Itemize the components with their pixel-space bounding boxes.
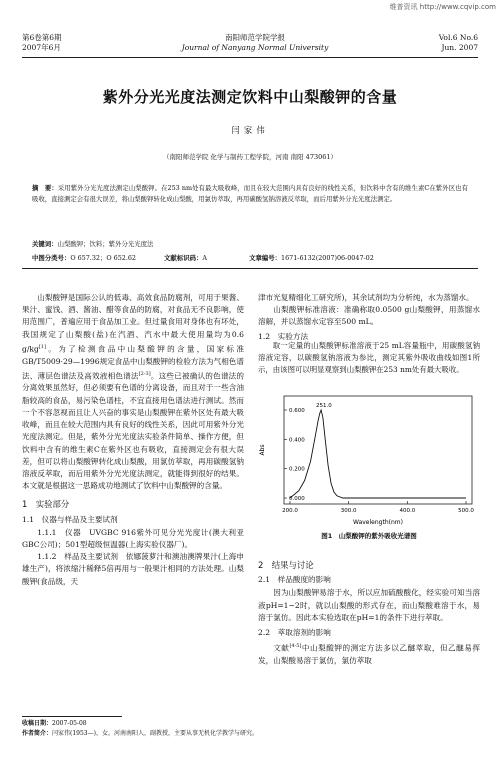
volume-number: Vol.6 No.6	[438, 33, 478, 42]
issue-date: 2007年6月	[22, 43, 61, 52]
keywords-label: 关键词：	[32, 240, 58, 248]
keywords	[32, 239, 153, 248]
figure-caption	[258, 531, 480, 540]
journal-name-cn: 南阳师范学院学报	[225, 33, 285, 42]
paper-title: 紫外分光光度法测定饮料中山梨酸钾的含量	[102, 88, 398, 106]
section-1-2-heading: 1.2 实验方法	[258, 332, 309, 341]
reagent-continued: 津市光复精细化工研究所)，其余试剂均为分析纯，水为蒸馏水。	[258, 293, 474, 302]
section-1-1-1: 1.1.1 仪器 UVGBC 916紫外可见分光光度计(澳大利亚GBC公司)；501型超级恒温器(上海实验仪器厂)。	[22, 527, 244, 549]
keywords-text: 山梨酸钾；饮料；紫外分光光度法	[57, 240, 154, 248]
acidity-paragraph: 因为山梨酸钾易溶于水，所以应加硫酸酸化，经实验可知当溶液pH=1~2时，就以山梨酸的形式存在，而山梨酸难溶于水，易溶于氯仿。因此本实验选取在pH=1的条件下进行萃取。	[258, 588, 480, 622]
figure-caption-text: 图1 山梨酸钾的紫外吸收光谱图	[321, 532, 417, 540]
right-column-top	[258, 292, 480, 329]
plot-frame	[284, 396, 472, 504]
section-1-1-heading: 1.1 仪器与样品及主要试剂	[22, 514, 118, 524]
header-rule	[22, 57, 478, 58]
method-paragraph	[258, 340, 480, 376]
paper-affiliation: （南阳师范学院 化学与制药工程学院，河南 南阳 473061）	[162, 153, 337, 161]
method-text: 取一定量的山梨酸钾标准溶液于25 mL容量瓶中，用碳酸氢钠溶液定容，以碳酸氢钠溶液为参比，测定其紫外吸收曲线如图1所示，由该图可以明显观察到山梨酸钾在253 nm处有最大吸收。	[258, 341, 480, 374]
abstract-label: 摘 要：	[32, 184, 58, 192]
ref-1: [1]	[38, 343, 46, 350]
ref-2-3: [2-3]	[138, 370, 151, 377]
y-tick-label: 0.600	[289, 408, 305, 414]
results-section	[258, 553, 480, 667]
section-1-heading: 1 实验部分	[22, 499, 70, 510]
doc-code-value: A	[202, 254, 208, 262]
author-bio: 闫家伟(1953—)，女，河南南阳人，副教授，主要从事无机化学教学与研究。	[52, 730, 258, 737]
x-tick-label: 200.0	[282, 508, 298, 514]
section-1-1-2: 1.1.2 样品及主要试剂 依娜菠萝汁和澳油澳牌果汁(上海申雄生产)，将浓缩汁稀释5倍再用与一般果汁相同的方法处理。山梨酸钾(食品级，天	[22, 552, 244, 586]
x-tick-label: 500.0	[458, 508, 474, 514]
journal-name	[150, 33, 360, 53]
author-bio-label: 作者简介：	[22, 730, 53, 737]
uv-spectrum-chart	[258, 392, 480, 528]
journal-issue	[22, 33, 62, 53]
peak-annotation: 251.0	[316, 403, 332, 409]
clc-label: 中图分类号：	[32, 254, 71, 262]
left-column	[22, 292, 244, 588]
ref-4-5: [4-5]	[289, 643, 302, 650]
intro-paragraph	[22, 292, 244, 492]
y-axis-label: Abs	[259, 444, 266, 456]
journal-volume	[439, 33, 478, 53]
intro-text-3: 。这些已被确认的色谱法的分离效果虽然好，但必须要有色谱的分离设备，而且对于一些含油脂较高的食品，易污染色谱柱，不宜直接用色谱法进行测试。然而一个不容忽视而且让人兴奋的事实是山梨酸钾在紫外区处有最大吸收峰，而且在较大范围内具有良好的线性关系，因此可用紫外分光光度法测定。但是，紫外分光光度法实验条件简单、操作方便，但饮料中含有的维生素C在紫外区也有吸收，直接测定会有很大误差，但可以将山梨酸钾转化成山梨酸，用氯仿萃取，再用碳酸氢钠溶液反萃取，而后用紫外分光光度法测定，就能得到很好的结果。本文就是根据这一思路成功地测试了饮料中山梨酸钾的含量。	[22, 371, 245, 491]
solvent-paragraph	[258, 640, 480, 667]
received-label: 收稿日期：	[22, 720, 53, 727]
y-tick-label: 0.400	[289, 437, 305, 444]
section-2-heading: 2 结果与讨论	[258, 560, 314, 570]
abstract	[32, 183, 468, 205]
received-date: 2007-05-08	[52, 720, 87, 727]
x-tick-label: 300.0	[340, 508, 357, 514]
journal-name-en: Journal of Nanyang Normal University	[181, 43, 329, 52]
solvent-text-2: 中山梨酸钾的测定方法多以乙醚萃取，但乙醚易挥发，山梨酸易溶于氯仿，氯仿萃取	[258, 643, 481, 665]
footnote-received	[22, 719, 87, 728]
x-tick-label: 400.0	[399, 508, 416, 514]
article-number-value: 1671-6132(2007)06-0047-02	[281, 254, 374, 262]
solvent-text-1: 文献	[273, 643, 290, 653]
footnote-author	[22, 729, 258, 738]
intro-text-1: 山梨酸钾是国际公认的低毒、高效食品防腐剂，可用于果酱、果汁、蜜饯、酒、酱油、醋等食品的防腐，对食品无不良影响，使用范围广，普遍应用于食品加工业。但过量食用对身体也有坏处，我国规定了山梨酸(盐)在汽酒、汽水中最大使用量均为0.6 g/kg	[22, 293, 244, 354]
article-number-label: 文章编号：	[249, 254, 282, 262]
standard-solution: 山梨酸钾标准溶液：准确称取0.0500 g山梨酸钾，用蒸馏水溶解，并以蒸馏水定容至500 mL。	[258, 305, 480, 327]
issue-volume: 第6卷第6期	[22, 33, 62, 42]
paper-author: 闫家伟	[231, 126, 269, 136]
intro-text-2: 。为了检测食品中山梨酸钾的含量，国家标准GB/T5009·29—1996规定食品中山梨酸钾的检验方法为气相色谱法、薄层色谱法及高效液相色谱法	[22, 344, 244, 381]
abstract-text: 采用紫外分光光度法测定山梨酸钾。在253 nm处有最大吸收峰，而且在较大范围内具有良好的线性关系，但饮料中含有的维生素C在紫外区也有吸收，直接测定会有很大误差，将山梨酸钾转化成山梨酸，用氯仿萃取，再用碳酸氢钠溶液反萃取，而后用紫外分光光度法测定。	[32, 184, 469, 203]
y-tick-label: 0.200	[289, 466, 305, 473]
doc-code-label: 文献标识码：	[164, 254, 203, 262]
section-2-2-heading: 2.2 萃取溶剂的影响	[258, 628, 331, 638]
x-axis-label: Wavelength(nm)	[353, 519, 403, 526]
clc-value: O 657.32；O 652.62	[70, 254, 136, 262]
footnote-rule	[22, 716, 122, 717]
volume-date: Jun. 2007	[441, 43, 478, 52]
classification-row	[32, 253, 472, 262]
watermark: 维普资讯 http://www.cqvip.com	[389, 3, 496, 11]
abstract-rule	[22, 268, 478, 269]
section-2-1-heading: 2.1 样品酸度的影响	[258, 575, 331, 585]
y-tick-label: 0.000	[289, 496, 305, 502]
